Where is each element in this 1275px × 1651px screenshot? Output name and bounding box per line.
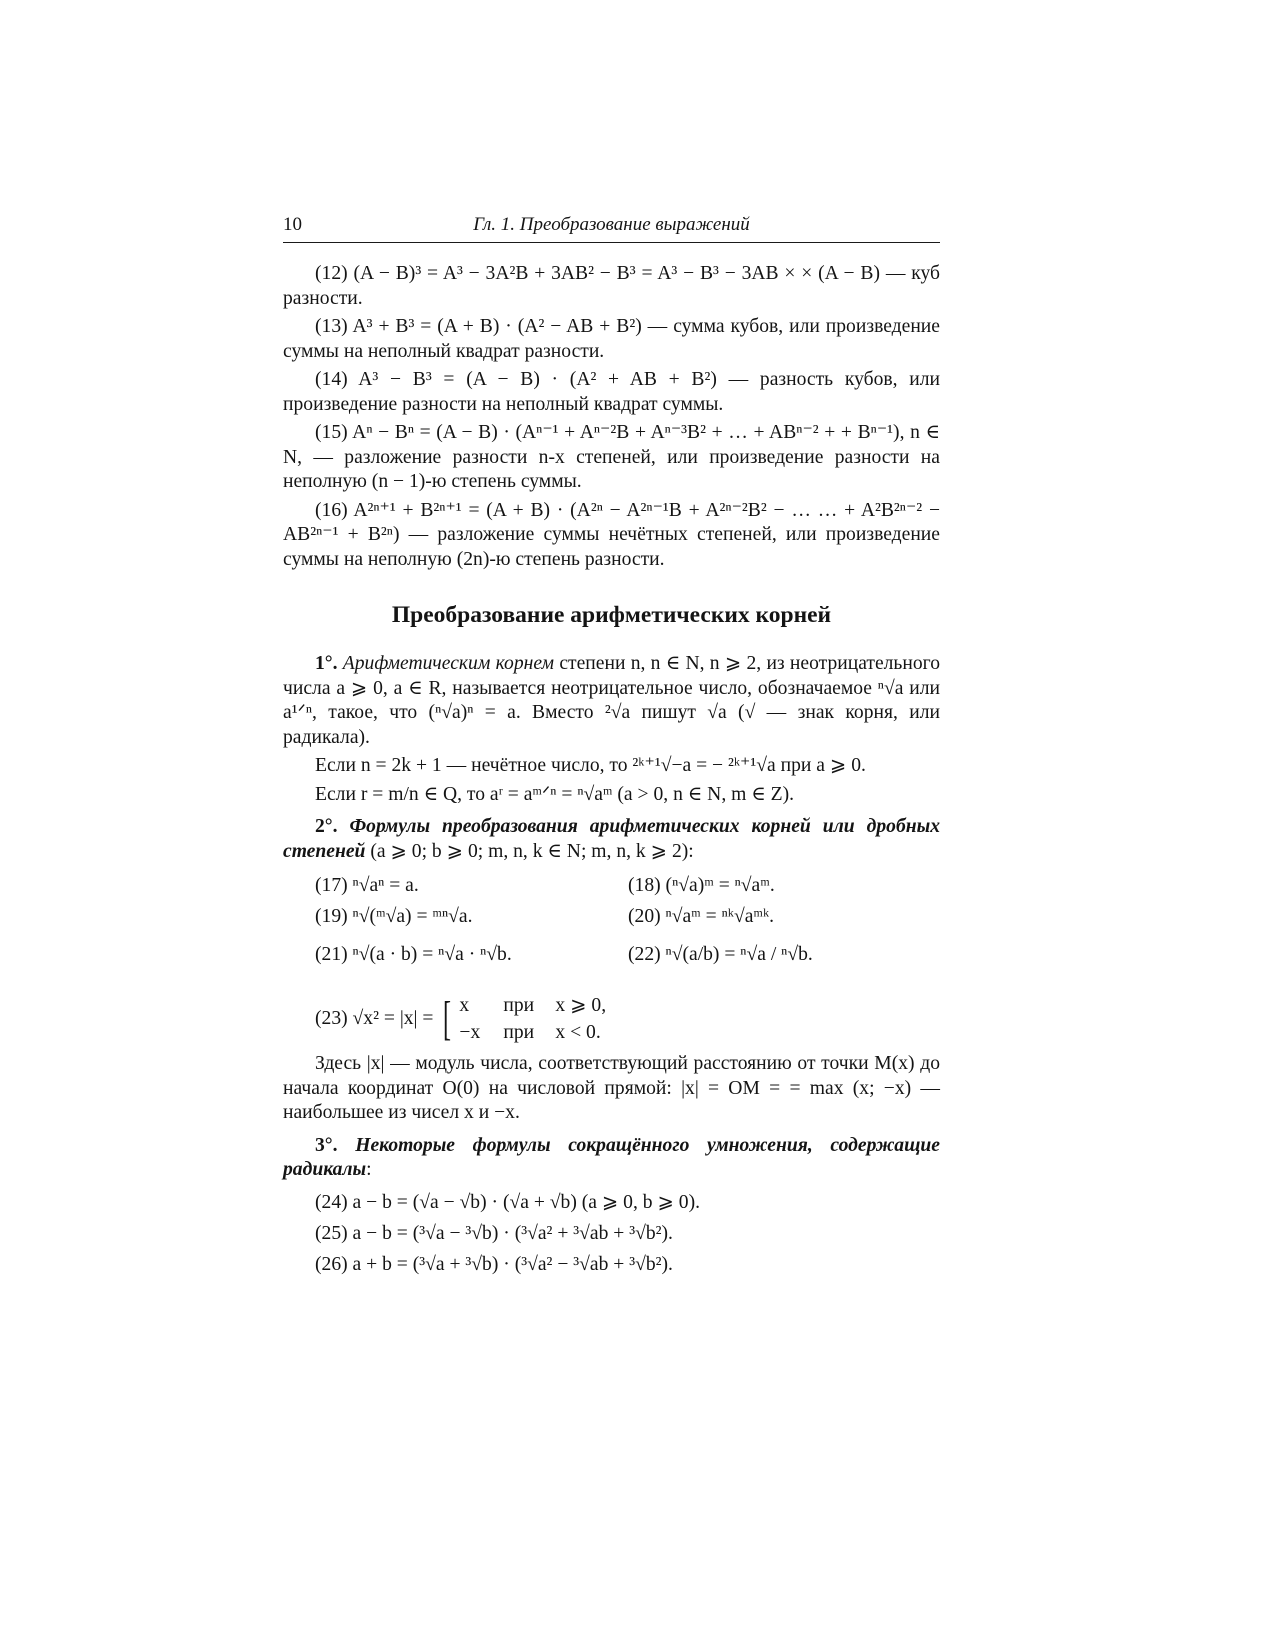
point-2-heading <box>283 815 940 864</box>
formula-22: (22) ⁿ√(a/b) = ⁿ√a / ⁿ√b. <box>628 944 813 965</box>
case-2-value: −x <box>459 1022 481 1043</box>
formula-13: (13) A³ + B³ = (A + B) · (A² − AB + B²) — сумма кубов, или произведение суммы на неполный квадрат разности. <box>283 316 940 362</box>
point-3-title: Некоторые формулы сокращённого умножения, содержащие радикалы <box>283 1134 940 1180</box>
radical-formulas-list <box>315 1187 940 1280</box>
point-2-title: Формулы преобразования арифметических корней или дробных степеней <box>283 816 940 862</box>
formula-18: (18) (ⁿ√a)ᵐ = ⁿ√aᵐ. <box>628 875 775 896</box>
case-1-value: x <box>459 995 470 1016</box>
formula-12: (12) (A − B)³ = A³ − 3A²B + 3AB² − B³ = A³ − B³ − 3AB × × (A − B) — куб разности. <box>283 263 940 309</box>
point-3-number: 3°. <box>315 1134 338 1156</box>
formula-16: (16) A²ⁿ⁺¹ + B²ⁿ⁺¹ = (A + B) · (A²ⁿ − A²ⁿ⁻¹B + A²ⁿ⁻²B² − … … + A²B²ⁿ⁻² − AB²ⁿ⁻¹ + B²ⁿ) — разложение суммы нечётных степеней, или произведение суммы на неполную (2n)-ю степень разности. <box>283 499 940 570</box>
formula-24: (24) a − b = (√a − √b) · (√a + √b) (a ⩾ 0, b ⩾ 0). <box>315 1191 701 1213</box>
page-number: 10 <box>283 214 302 235</box>
case-1-word: при <box>503 995 535 1016</box>
running-header <box>283 214 940 243</box>
formula-23-cases <box>459 992 606 1046</box>
formula-20: (20) ⁿ√aᵐ = ⁿᵏ√aᵐᵏ. <box>628 906 775 927</box>
case-1-condition: x ⩾ 0, <box>555 995 607 1016</box>
point-1-rational-power: Если r = m/n ∈ Q, то aʳ = aᵐᐟⁿ = ⁿ√aᵐ (a > 0, n ∈ N, m ∈ Z). <box>315 783 795 805</box>
point-1-number: 1°. <box>315 653 338 674</box>
point-1-text: степени n, n ∈ N, n ⩾ 2, из неотрицательного числа a ⩾ 0, a ∈ R, называется неотрицательное число, обозначаемое ⁿ√a или a¹ᐟⁿ, такое, что (ⁿ√a)ⁿ = a. Вместо ²√a пишут √a (√ — знак корня, или радикала). <box>283 653 941 748</box>
formula-19: (19) ⁿ√(ᵐ√a) = ᵐⁿ√a. <box>315 906 473 927</box>
point-1-odd-root: Если n = 2k + 1 — нечётное число, то ²ᵏ⁺¹√−a = − ²ᵏ⁺¹√a при a ⩾ 0. <box>315 755 866 776</box>
point-3-heading <box>283 1134 940 1183</box>
running-title: Гл. 1. Преобразование выражений <box>473 214 750 235</box>
cases-bracket: [ <box>443 992 452 1045</box>
formula-25: (25) a − b = (³√a − ³√b) · (³√a² + ³√ab + ³√b²). <box>315 1222 673 1244</box>
formula-14: (14) A³ − B³ = (A − B) · (A² + AB + B²) — разность кубов, или произведение разности на неполный квадрат суммы. <box>283 369 940 415</box>
formula-26: (26) a + b = (³√a + ³√b) · (³√a² − ³√ab + ³√b²). <box>315 1253 673 1275</box>
formula-23 <box>315 990 940 1048</box>
root-formulas-grid <box>315 870 940 978</box>
point-1-definition <box>283 652 940 750</box>
point-2-number: 2°. <box>315 816 338 837</box>
formula-23-label: (23) √x² = |x| = <box>315 1007 434 1029</box>
case-2-word: при <box>503 1022 535 1043</box>
formula-21: (21) ⁿ√(a · b) = ⁿ√a · ⁿ√b. <box>315 944 512 965</box>
page-content <box>283 262 940 1280</box>
section-title: Преобразование арифметических корней <box>391 602 832 628</box>
formula-17: (17) ⁿ√aⁿ = a. <box>315 875 419 896</box>
point-1-term: Арифметическим корнем <box>342 653 555 674</box>
formula-15: (15) Aⁿ − Bⁿ = (A − B) · (Aⁿ⁻¹ + Aⁿ⁻²B + Aⁿ⁻³B² + … + ABⁿ⁻² + + Bⁿ⁻¹), n ∈ N, — разложение разности n-х степеней, или произведение разности на неполную (n − 1)-ю степень суммы. <box>283 422 940 492</box>
case-2-condition: x < 0. <box>555 1022 601 1043</box>
point-2-conditions: (a ⩾ 0; b ⩾ 0; m, n, k ∈ N; m, n, k ⩾ 2): <box>365 840 694 862</box>
absolute-value-explanation: Здесь |x| — модуль числа, соответствующий расстоянию от точки M(x) до начала координат O(0) на числовой прямой: |x| = OM = = max (x; −x) — наибольшее из чисел x и −x. <box>283 1053 940 1123</box>
point-3-tail: : <box>366 1159 372 1180</box>
